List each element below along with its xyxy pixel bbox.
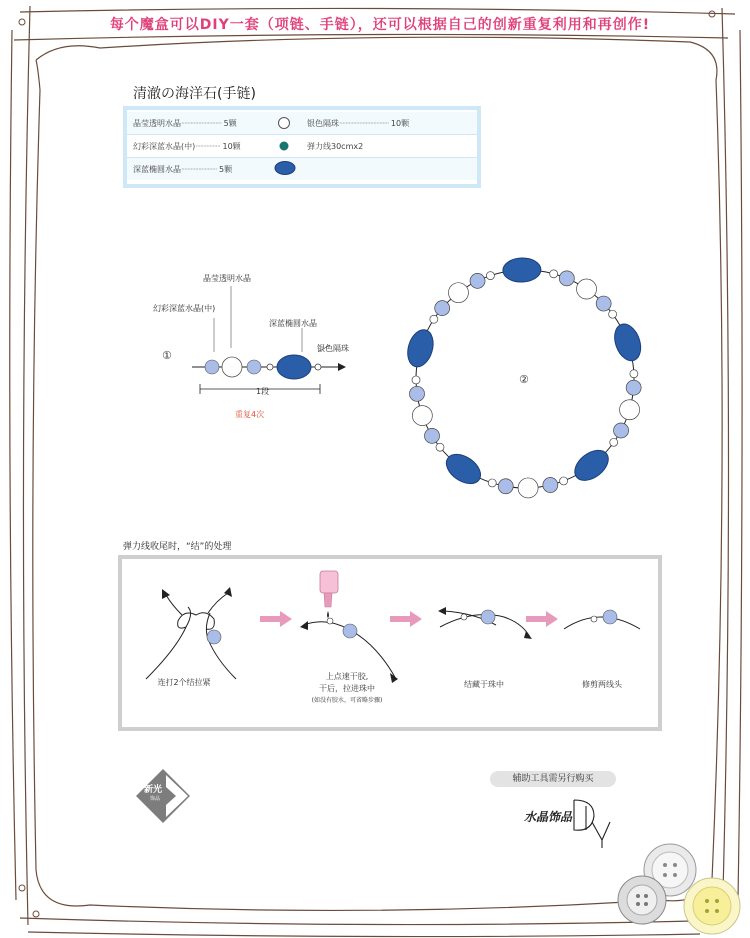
bead — [207, 630, 221, 644]
material-item: 晶莹透明水晶·························· 5颗 — [133, 119, 237, 128]
knot-illustration — [136, 579, 246, 689]
repeat-label: 重复4次 — [235, 410, 265, 419]
clear-crystal-bead — [577, 279, 597, 299]
silver-spacer-bead — [430, 315, 438, 323]
blue-crystal-bead — [559, 271, 574, 286]
brand-logo — [136, 769, 206, 823]
step-caption: 干后，拉进珠中 — [319, 684, 375, 693]
hidden-knot-illustration — [434, 595, 534, 645]
trimmed-ends-illustration — [560, 599, 650, 639]
bead-label: 深蓝椭圆水晶 — [269, 319, 317, 328]
material-qty: 5颗 — [219, 165, 233, 174]
step-number: ② — [519, 373, 529, 386]
page-title: 清澈の海洋石(手链) — [133, 86, 256, 102]
step-caption: 结藏于珠中 — [464, 680, 504, 689]
segment-label: 1段 — [256, 387, 270, 396]
next-arrow-icon — [526, 611, 560, 627]
tools-note-badge: 辅助工具需另行购买 — [490, 771, 616, 787]
bead — [603, 610, 617, 624]
glue-bottle-icon — [320, 571, 338, 593]
materials-row — [127, 112, 477, 135]
material-qty: 10颗 — [390, 119, 410, 128]
oval-crystal-bead — [503, 258, 542, 283]
oval-crystal-swatch — [273, 160, 297, 176]
clear-crystal-bead — [620, 400, 640, 420]
knot-steps-panel — [118, 555, 662, 731]
blue-crystal-swatch — [278, 139, 290, 153]
clear-crystal-bead — [448, 283, 468, 303]
material-item: 深蓝椭圆水晶······················· 5颗 — [133, 165, 233, 174]
material-name: 深蓝椭圆水晶 — [133, 165, 181, 174]
material-item — [307, 141, 363, 152]
silver-spacer-bead — [412, 376, 420, 384]
logo-subtext: 饰品 — [150, 796, 161, 802]
oval-crystal-bead — [404, 327, 438, 370]
decorative-buttons — [612, 840, 750, 938]
bead-label: 幻彩深蓝水晶(中) — [153, 304, 216, 313]
material-name: 银色隔珠 — [307, 119, 339, 128]
silver-spacer-bead — [486, 272, 494, 280]
material-qty: 10颗 — [222, 142, 241, 151]
silver-spacer-bead — [488, 479, 496, 487]
button-icon — [684, 878, 740, 934]
glue-illustration — [296, 567, 406, 687]
blue-crystal-bead — [425, 428, 440, 443]
materials-row — [127, 158, 477, 180]
silver-spacer-bead — [609, 310, 617, 318]
next-arrow-icon — [390, 611, 424, 627]
silver-spacer-bead — [610, 438, 618, 446]
silver-spacer-bead — [550, 270, 558, 278]
step-number: ① — [162, 349, 172, 362]
section-title: 弹力线收尾时，“结”的处理 — [123, 542, 232, 552]
silver-spacer-bead — [436, 443, 444, 451]
material-qty: 5颗 — [223, 119, 237, 128]
material-name: 晶莹透明水晶 — [133, 119, 181, 128]
diy-mark — [570, 796, 614, 850]
clear-crystal-bead — [412, 406, 432, 426]
material-name: 弹力线30cmx2 — [307, 142, 364, 151]
materials-row — [127, 135, 477, 158]
blue-crystal-bead — [498, 479, 513, 494]
promo-banner: 每个魔盒可以DIY一套（项链、手链），还可以根据自己的创新重复利用和再创作! — [109, 17, 651, 33]
blue-crystal-bead — [410, 386, 425, 401]
blue-crystal-bead — [543, 478, 558, 493]
step-caption-note: (如没有胶水，可省略步骤) — [311, 697, 383, 704]
step-caption: 修剪两线头 — [582, 680, 622, 689]
materials-table — [123, 106, 481, 188]
bead-label: 银色隔珠 — [317, 344, 349, 353]
clear-crystal-bead — [518, 478, 538, 498]
logo-text: 新光 — [144, 785, 163, 795]
silver-spacer-bead — [630, 370, 638, 378]
next-arrow-icon — [260, 611, 294, 627]
step-caption: 上点速干胶, — [325, 672, 369, 681]
clear-crystal-swatch — [277, 116, 291, 130]
blue-crystal-bead — [596, 296, 611, 311]
bead-label: 晶莹透明水晶 — [203, 274, 251, 283]
step-caption: 连打2个结拉紧 — [157, 678, 211, 687]
blue-crystal-bead — [614, 423, 629, 438]
material-item: 幻彩深蓝水晶(中)················ 10颗 — [133, 142, 241, 151]
blue-crystal-bead — [470, 273, 485, 288]
bead — [343, 624, 357, 638]
material-item: 银色隔珠································ 10颗 — [307, 119, 410, 128]
blue-crystal-bead — [626, 380, 641, 395]
oval-crystal-bead — [441, 448, 486, 489]
button-icon — [618, 876, 666, 924]
silver-spacer-bead — [560, 477, 568, 485]
brand-title: 水晶饰品 — [524, 810, 573, 824]
bead — [481, 610, 495, 624]
blue-crystal-bead — [435, 301, 450, 316]
oval-crystal-bead — [610, 320, 645, 364]
material-name: 幻彩深蓝水晶(中) — [133, 142, 196, 151]
